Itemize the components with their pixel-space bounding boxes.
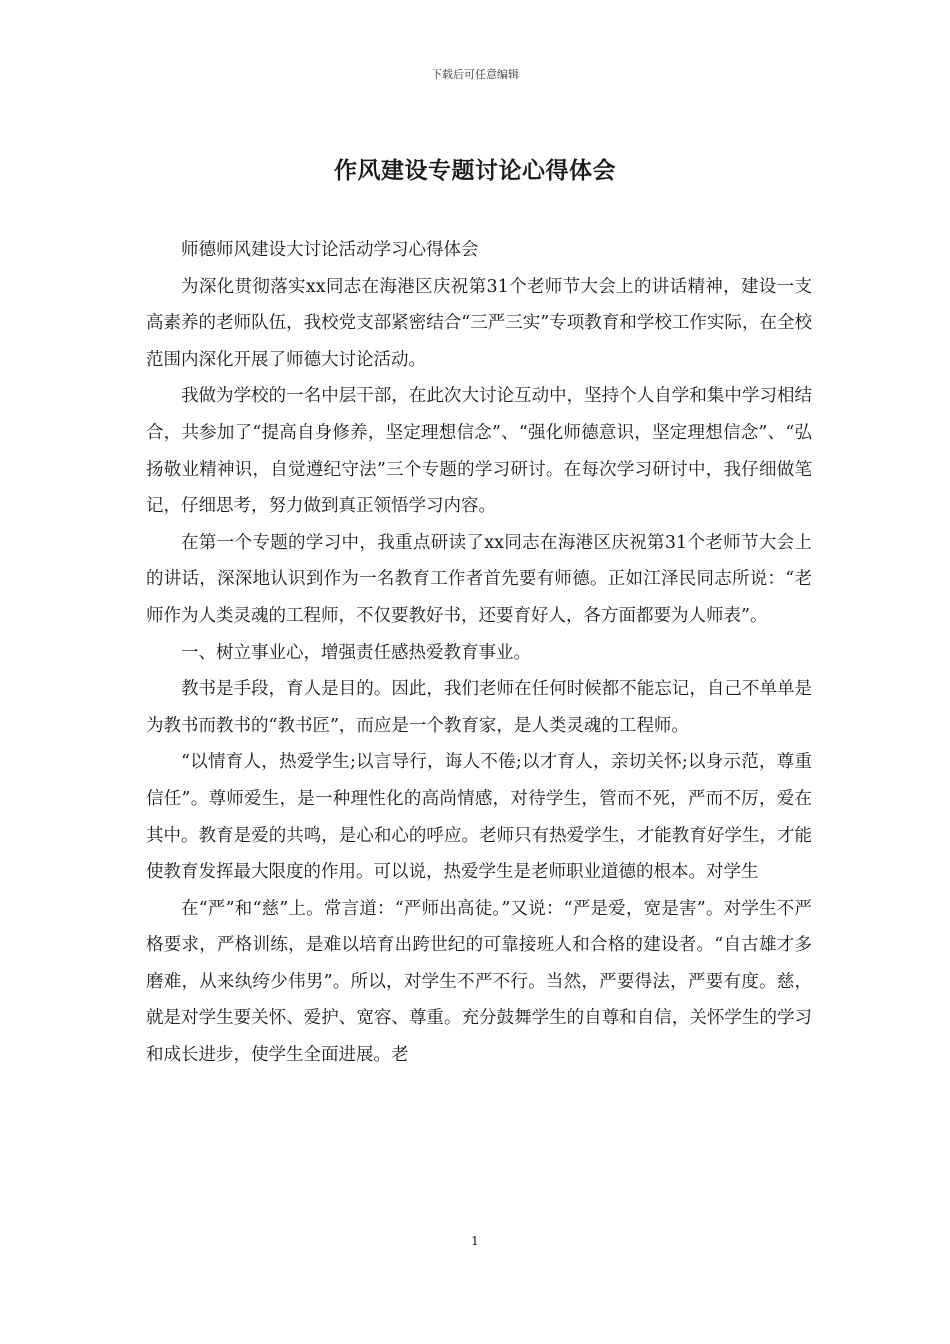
paragraph: “以情育人，热爱学生;以言导行，诲人不倦;以才育人，亲切关怀;以身示范，尊重信任”。尊师爱生，是一种理性化的高尚情感，对待学生，管而不死，严而不厉，爱在其中。教育是爱的共鸣，是心和心的呼应。老师只有热爱学生，才能教育好学生，才能使教育发挥最大限度的作用。可以说，热爱学生是老师职业道德的根本。对学生 [146, 752, 812, 883]
page-number: 1 [471, 1234, 479, 1248]
paragraph: 教书是手段，育人是目的。因此，我们老师在任何时候都不能忘记，自己不单单是为教书而教书的“教书匠”，而应是一个教育家，是人类灵魂的工程师。 [146, 679, 812, 736]
header-note: 下载后可任意编辑 [431, 68, 519, 81]
paragraph: 在“严”和“慈”上。常言道：“严师出高徒。”又说：“严是爱，宽是害”。对学生不严格要求，严格训练，是难以培育出跨世纪的可靠接班人和合格的建设者。“自古雄才多磨难，从来纨绔少伟男”。所以，对学生不严不行。当然，严要得法，严要有度。慈，就是对学生要关怀、爱护、宽容、尊重。充分鼓舞学生的自尊和自信，关怀学生的学习和成长进步，使学生全面进展。老 [146, 898, 812, 1066]
document-title: 作风建设专题讨论心得体会 [334, 157, 616, 184]
paragraph: 师德师风建设大讨论活动学习心得体会 [181, 240, 479, 260]
paragraph: 在第一个专题的学习中，我重点研读了xx同志在海港区庆祝第31个老师节大会上的讲话，深深地认识到作为一名教育工作者首先要有师德。正如江泽民同志所说：“老师作为人类灵魂的工程师，不仅要教好书，还要育好人，各方面都要为人师表”。 [146, 532, 812, 626]
paragraph: 一、树立事业心，增强责任感热爱教育事业。 [181, 642, 531, 663]
document-body [146, 232, 812, 1074]
paragraph: 为深化贯彻落实xx同志在海港区庆祝第31个老师节大会上的讲话精神，建设一支高素养的老师队伍，我校党支部紧密结合“三严三实”专项教育和学校工作实际，在全校范围内深化开展了师德大讨论活动。 [146, 276, 812, 370]
paragraph: 我做为学校的一名中层干部，在此次大讨论互动中，坚持个人自学和集中学习相结合，共参加了“提高自身修养，坚定理想信念”、“强化师德意识，坚定理想信念”、“弘扬敬业精神识，自觉遵纪守法”三个专题的学习研讨。在每次学习研讨中，我仔细做笔记，仔细思考，努力做到真正领悟学习内容。 [146, 386, 812, 517]
